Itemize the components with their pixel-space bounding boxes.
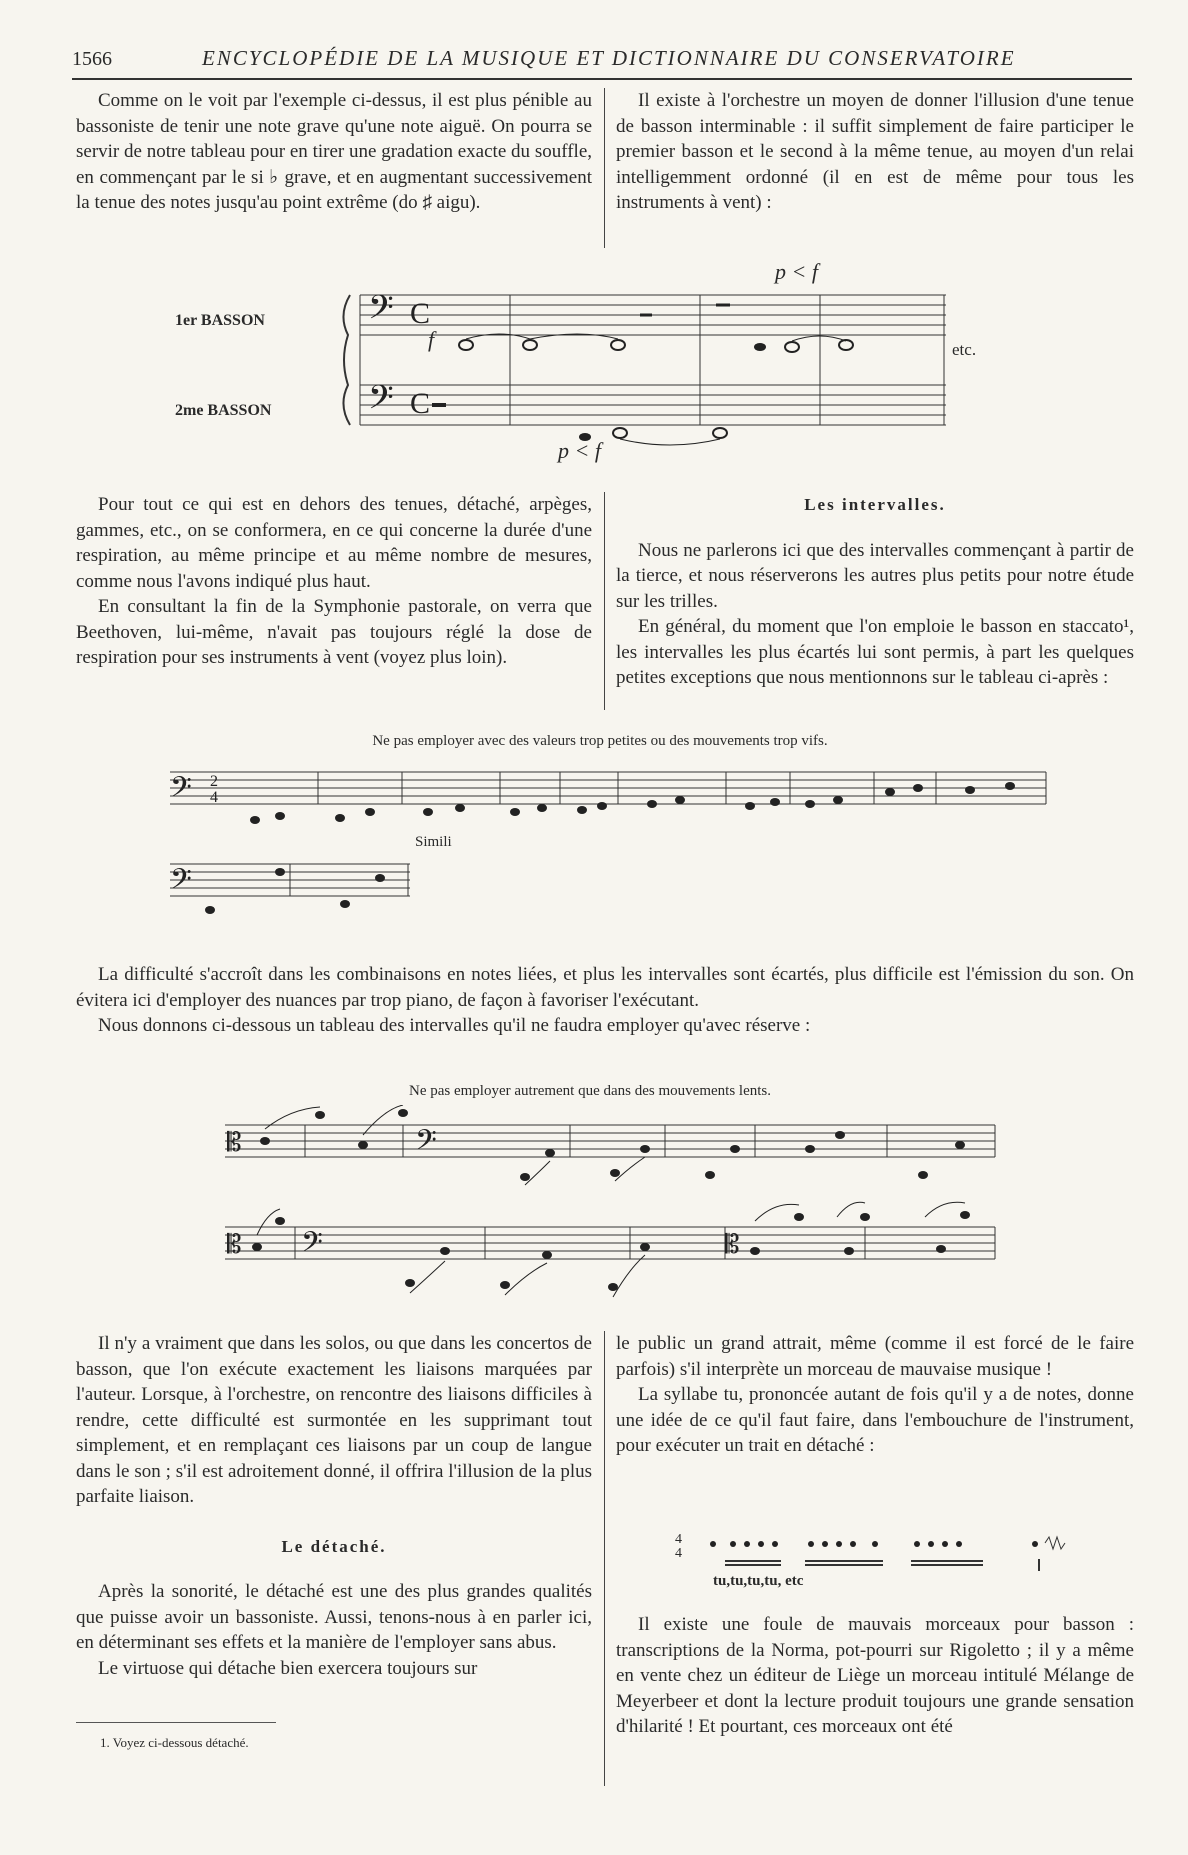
paragraph: Après la sonorité, le détaché est une des plus grandes qualités que puisse avoir un bassoniste. Aussi, tenons-nous à en parler ici, en déterminant ses effets et la manière de l'employer sans abus.	[76, 1581, 592, 1653]
section-heading-detache: Le détaché.	[281, 1536, 387, 1556]
svg-text:𝄢: 𝄢	[170, 865, 192, 902]
middle-right-column	[616, 492, 1134, 691]
paragraph: Il existe une foule de mauvais morceaux pour basson : transcriptions de la Norma, pot-pourri sur Rigoletto ; il y a même en vente chez un éditeur de Liège un morceau intitulé Mélange de Meyerbeer et dont la lecture produit toujours une grande sensation d'hilarité ! Et pourtant, ces morceaux ont été	[616, 1614, 1134, 1737]
paragraph: Le virtuose qui détache bien exercera toujours sur	[98, 1657, 478, 1679]
staff-score	[170, 760, 1050, 930]
paragraph: Pour tout ce qui est en dehors des tenues, détaché, arpèges, gammes, etc., on se conformera, en ce qui concerne la durée d'une respiration, au même principe et au même nombre de mesures, comme nous l'avons indiqué plus haut.	[76, 494, 592, 592]
svg-text:𝄢: 𝄢	[301, 1228, 323, 1265]
staff-2	[360, 385, 946, 425]
paragraph: Nous donnons ci-dessous un tableau des intervalles qu'il ne faudra employer qu'avec réserve :	[98, 1015, 811, 1036]
bottom-left-column	[76, 1331, 592, 1681]
paragraph: Nous ne parlerons ici que des intervalles commençant à partir de la tierce, et nous réserverons les autres plus petits pour notre étude sur les trilles.	[616, 539, 1134, 612]
column-rule	[604, 88, 605, 248]
svg-text:𝄡: 𝄡	[725, 1230, 740, 1259]
svg-text:𝄢: 𝄢	[415, 1126, 437, 1163]
bottom-right-column	[616, 1331, 1134, 1459]
header-rule	[72, 78, 1132, 80]
paragraph: En général, du moment que l'on emploie le basson en staccato¹, les intervalles les plus écartés lui sont permis, à part les quelques petites exceptions que nous mentionnons sur le tableau ci-après :	[616, 616, 1134, 688]
running-title: ENCYCLOPÉDIE DE LA MUSIQUE ET DICTIONNAIRE DU CONSERVATOIRE	[202, 46, 1016, 70]
simile-marking: Simili	[415, 834, 452, 850]
svg-text:4: 4	[210, 789, 218, 806]
tu-syllables: tu,tu,tu,tu, etc	[713, 1573, 804, 1589]
paragraph: Comme on le voit par l'exemple ci-dessus, il est plus pénible au bassoniste de tenir une note grave qu'une note aiguë. On pourra se servir de notre tableau pour en tirer une gradation exacte du souffle, en commençant par le si ♭ grave, et en augmentant successivement la tenue des notes jusqu'au point extrême (do ♯ aigu).	[76, 90, 592, 213]
etc-label: etc.	[952, 340, 977, 359]
page-header	[72, 44, 1132, 78]
footnote-rule	[76, 1722, 276, 1723]
svg-text:𝄢: 𝄢	[368, 289, 394, 334]
svg-text:C: C	[410, 297, 431, 330]
paragraph: le public un grand attrait, même (comme il est forcé de le faire parfois) s'il interprète un morceau de mauvaise musique !	[616, 1333, 1134, 1380]
label-first-bassoon: 1er BASSON	[175, 312, 265, 329]
example-caption: Ne pas employer avec des valeurs trop petites ou des mouvements trop vifs.	[372, 733, 828, 749]
paragraph: La syllabe tu, prononcée autant de fois qu'il y a de notes, donne une idée de ce qu'il faut faire, dans l'embouchure de l'instrument, pour exécuter un trait en détaché :	[616, 1384, 1134, 1456]
paragraph: La difficulté s'accroît dans les combinaisons en notes liées, et plus les intervalles sont écartés, plus difficile est l'émission du son. On évitera ici d'employer des nuances par trop piano, de façon à favoriser l'exécutant.	[76, 964, 1134, 1011]
svg-text:𝄢: 𝄢	[170, 773, 192, 810]
music-example-legato	[225, 1105, 1005, 1305]
svg-text:𝄢: 𝄢	[368, 379, 394, 424]
paragraph: Il n'y a vraiment que dans les solos, ou que dans les concertos de basson, que l'on exécute exactement les liaisons marquées par l'auteur. Lorsque, à l'orchestre, on rencontre des liaisons difficiles à rendre, cette difficulté est surmontée en les supprimant tout simplement, et en remplaçant ces liaisons par un coup de langue dans le son ; s'il est adroitement donné, il offrira l'illusion de la plus parfaite liaison.	[76, 1333, 592, 1507]
section-heading-intervals: Les intervalles.	[804, 495, 946, 514]
music-example-bassoons	[175, 255, 1000, 470]
top-left-column	[76, 88, 592, 216]
top-right-column	[616, 88, 1134, 216]
svg-text:C: C	[410, 387, 431, 420]
staff-1	[360, 295, 946, 335]
footnote: 1. Voyez ci-dessous détaché.	[100, 1735, 249, 1750]
paragraph: Il existe à l'orchestre un moyen de donner l'illusion d'une tenue de basson interminable : il suffit simplement de faire participer le premier basson et le second à la même tenue, au moyen d'un relai intelligemment ordonné (il en est de même pour tous les instruments à vent) :	[616, 90, 1134, 213]
middle-left-column	[76, 492, 592, 671]
dynamic-bottom: p < f	[558, 438, 601, 463]
bottom-right-column-cont	[616, 1612, 1134, 1740]
column-rule	[604, 492, 605, 710]
svg-text:2: 2	[210, 773, 218, 790]
svg-text:𝄡: 𝄡	[227, 1128, 242, 1157]
paragraph: En consultant la fin de la Symphonie pastorale, on verra que Beethoven, lui-même, n'avait pas toujours réglé la dose de respiration pour ses instruments à vent (voyez plus loin).	[76, 596, 592, 668]
time-signature: 4 4	[675, 1532, 682, 1561]
dynamic-forte: f	[428, 327, 435, 352]
staff-score	[225, 1105, 1005, 1305]
music-example-staccato	[170, 760, 1050, 930]
column-rule	[604, 1331, 605, 1786]
svg-text:𝄡: 𝄡	[227, 1230, 242, 1259]
music-example-detache	[665, 1533, 1085, 1595]
full-width-text	[76, 962, 1134, 1039]
example-caption: Ne pas employer autrement que dans des mouvements lents.	[409, 1083, 771, 1099]
dynamic-top: p < f	[775, 259, 818, 284]
label-second-bassoon: 2me BASSON	[175, 402, 272, 419]
page-number: 1566	[72, 48, 112, 70]
